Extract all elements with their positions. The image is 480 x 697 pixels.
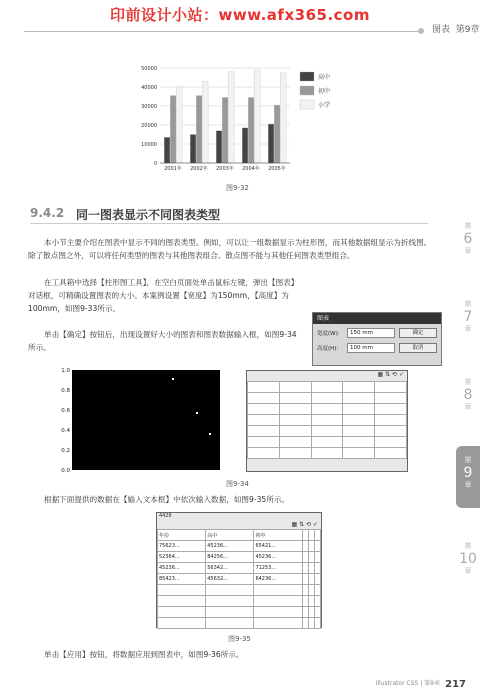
value-input[interactable]: 4426 [159,513,172,519]
table-cell[interactable] [311,382,343,393]
table-cell[interactable]: 65421... [254,541,302,552]
data-toolbar[interactable]: ▦ ⇅ ⟲ ✓ [377,371,404,378]
table-cell[interactable] [314,585,320,596]
table-cell[interactable] [279,437,311,448]
bar [274,105,280,163]
chapter-tab-label: 第 [464,222,472,230]
y-tick-label: 20000 [141,123,157,129]
table-cell[interactable] [314,563,320,574]
legend-swatch [300,100,314,109]
table-cell[interactable] [314,618,320,629]
width-field[interactable]: 150 mm [347,328,395,338]
footer-text: Illustrator CS5 | 第9章 [375,680,440,687]
header-title: 图表 [432,25,451,35]
figure-caption: 图9-34 [226,480,249,488]
chapter-tab-number: 10 [459,551,477,567]
bar [222,97,228,163]
table-cell[interactable] [206,618,254,629]
table-cell[interactable] [311,404,343,415]
empty-chart-area [72,370,220,470]
table-row [158,607,321,618]
table-cell[interactable] [343,404,375,415]
bar-chart [120,60,360,185]
table-cell[interactable]: 75623... [158,541,206,552]
table-row [158,563,321,574]
header-chapter: 第9章 [455,25,480,35]
table-row [158,618,321,629]
chapter-tab[interactable] [456,290,480,352]
table-cell[interactable] [279,382,311,393]
ok-button[interactable]: 确定 [399,328,437,338]
table-row [248,415,407,426]
x-tick-label: 2002年 [190,166,208,172]
table-cell[interactable]: 64236... [254,574,302,585]
y-tick-label: 0 [153,161,157,167]
chapter-tab-label: 第 [464,542,472,550]
y-tick-label: 0.8 [61,388,70,394]
paragraph: 单击【应用】按钮，将数据应用到图表中，如图9-36所示。 [44,650,244,659]
table-cell[interactable]: 初中 [254,530,302,541]
data-point [172,378,174,380]
table-cell[interactable] [279,426,311,437]
chapter-tab[interactable] [456,368,480,430]
table-cell[interactable] [375,437,407,448]
table-cell[interactable] [254,585,302,596]
table-cell[interactable] [311,426,343,437]
bar [176,87,182,163]
table-cell[interactable] [314,530,320,541]
table-cell[interactable]: 45632... [206,574,254,585]
data-point [209,433,211,435]
chapter-tab-label: 第 [464,300,472,308]
table-row [248,382,407,393]
table-cell[interactable] [158,618,206,629]
table-cell[interactable] [343,415,375,426]
data-point [196,412,198,414]
paragraph: 本小节主要介绍在图表中显示不同的图表类型。例如，可以让一组数据显示为柱形图，而其他数据组显示为折线图。除了散点图之外，可以将任何类型的图表与其他图表组合。散点图不能与其他任何图表类型组合。 [28,238,432,260]
legend-label: 高中 [318,74,331,81]
x-tick-label: 2004年 [242,166,260,172]
table-cell[interactable] [375,426,407,437]
table-row [158,552,321,563]
table-cell[interactable] [254,596,302,607]
table-cell[interactable] [314,607,320,618]
plot-y-axis [48,368,72,474]
table-cell[interactable] [343,393,375,404]
bar [254,70,260,163]
watermark: 印前设计小站：www.afx365.com [110,6,370,24]
table-cell[interactable]: 56342... [206,563,254,574]
bar [280,73,286,163]
table-cell[interactable]: 84256... [206,552,254,563]
table-cell[interactable]: 高中 [206,530,254,541]
height-field[interactable]: 100 mm [347,343,395,353]
y-tick-label: 0.0 [61,468,70,474]
bar [170,96,176,163]
table-cell[interactable] [314,574,320,585]
bar [228,72,234,163]
section-number: 9.4.2 [30,206,65,220]
table-row [158,574,321,585]
table-cell[interactable]: 71253... [254,563,302,574]
table-cell[interactable]: 45236... [254,552,302,563]
bar [268,124,274,163]
paragraph: 在工具箱中选择【柱形图工具】，在空白页面处单击鼠标左键，弹出【图表】对话框，可精确设置图表的大小。本案例设置【宽度】为150mm，【高度】为100mm，如图9-33所示。 [28,278,299,313]
y-tick-label: 1.0 [61,368,70,374]
section-heading [24,203,429,223]
table-cell[interactable] [248,393,280,404]
table-cell[interactable] [206,596,254,607]
table-cell[interactable] [375,448,407,459]
x-tick-label: 2001年 [164,166,182,172]
table-cell[interactable] [279,448,311,459]
paragraph: 单击【确定】按钮后，出现设置好大小的图表和图表数据输入框，如图9-34所示。 [28,330,297,352]
data-entry-window [156,512,322,628]
chapter-tab-number: 6 [463,231,473,247]
chapter-tab-number: 7 [463,309,473,325]
table-cell[interactable] [375,393,407,404]
table-cell[interactable] [314,596,320,607]
table-row [248,426,407,437]
table-cell[interactable]: 45236... [158,563,206,574]
legend-label: 小学 [318,102,331,109]
y-tick-label: 30000 [141,104,157,110]
table-row [158,541,321,552]
height-label: 高度(H): [317,346,339,352]
table-cell[interactable] [206,607,254,618]
table-cell[interactable] [375,415,407,426]
page-number: 217 [445,679,466,690]
table-cell[interactable]: 52364... [158,552,206,563]
chapter-tab-label: 第 [464,378,472,386]
section-title: 同一图表显示不同图表类型 [76,208,221,222]
header-dot [418,28,424,34]
table-cell[interactable] [248,426,280,437]
header-rule [24,31,420,32]
y-tick-label: 0.6 [61,408,70,414]
table-cell[interactable] [311,437,343,448]
table-row [248,404,407,415]
table-cell[interactable] [314,552,320,563]
bar [202,81,208,163]
table-cell[interactable] [375,404,407,415]
chapter-tab[interactable] [456,446,480,508]
chapter-tab-suffix: 章 [464,481,472,489]
table-cell[interactable] [158,596,206,607]
table-cell[interactable] [314,541,320,552]
data-grid[interactable] [247,381,407,459]
chapter-tab[interactable] [456,532,480,594]
dialog-title: 图表 [313,313,441,324]
x-tick-label: 2005年 [268,166,286,172]
table-cell[interactable] [279,393,311,404]
y-tick-label: 10000 [141,142,157,148]
y-tick-label: 0.4 [61,428,70,434]
bar [242,128,248,163]
table-cell[interactable] [343,426,375,437]
table-cell[interactable] [343,382,375,393]
figure-caption: 图9-32 [226,184,249,192]
table-row [158,530,321,541]
legend-swatch [300,86,314,95]
section-rule [30,223,428,224]
table-row [248,393,407,404]
data-entry-window [246,370,408,472]
table-cell[interactable] [248,448,280,459]
chapter-tab[interactable] [456,212,480,274]
data-toolbar[interactable]: ▦ ⇅ ⟲ ✓ [291,521,318,528]
width-label: 宽度(W): [317,331,340,337]
table-cell[interactable] [158,607,206,618]
legend-label: 初中 [318,88,331,95]
legend-swatch [300,72,314,81]
bar [164,137,170,163]
table-cell[interactable] [254,607,302,618]
y-tick-label: 50000 [141,66,157,72]
cancel-button[interactable]: 取消 [399,343,437,353]
chapter-tab-suffix: 章 [464,403,472,411]
x-tick-label: 2003年 [216,166,234,172]
chapter-tab-label: 第 [464,456,472,464]
y-tick-label: 0.2 [61,448,70,454]
chapter-tab-suffix: 章 [464,247,472,255]
table-cell[interactable] [254,618,302,629]
chapter-tab-suffix: 章 [464,567,472,575]
table-cell[interactable] [375,382,407,393]
bar [196,96,202,163]
table-cell[interactable] [311,415,343,426]
table-cell[interactable] [311,393,343,404]
bar [216,131,222,163]
table-cell[interactable]: 年份 [158,530,206,541]
data-grid[interactable] [157,529,321,629]
table-cell[interactable] [158,585,206,596]
table-cell[interactable] [248,437,280,448]
table-cell[interactable] [343,437,375,448]
table-cell[interactable] [248,382,280,393]
bar [190,135,196,164]
table-cell[interactable] [279,404,311,415]
y-tick-label: 40000 [141,85,157,91]
table-row [248,448,407,459]
chapter-tab-number: 9 [463,465,473,481]
table-row [158,596,321,607]
table-cell[interactable] [206,585,254,596]
figure-caption: 图9-35 [228,635,251,643]
table-cell[interactable] [311,448,343,459]
table-cell[interactable]: 45236... [206,541,254,552]
table-cell[interactable] [343,448,375,459]
table-row [158,585,321,596]
table-cell[interactable]: 85423... [158,574,206,585]
paragraph: 根据下面提供的数据在【输入文本框】中依次输入数据，如图9-35所示。 [44,495,290,504]
chapter-tab-suffix: 章 [464,325,472,333]
table-row [248,437,407,448]
running-header [432,22,479,35]
table-cell[interactable] [248,415,280,426]
table-cell[interactable] [279,415,311,426]
chapter-tab-number: 8 [463,387,473,403]
bar [248,97,254,163]
table-cell[interactable] [248,404,280,415]
chart-size-dialog [312,312,442,366]
